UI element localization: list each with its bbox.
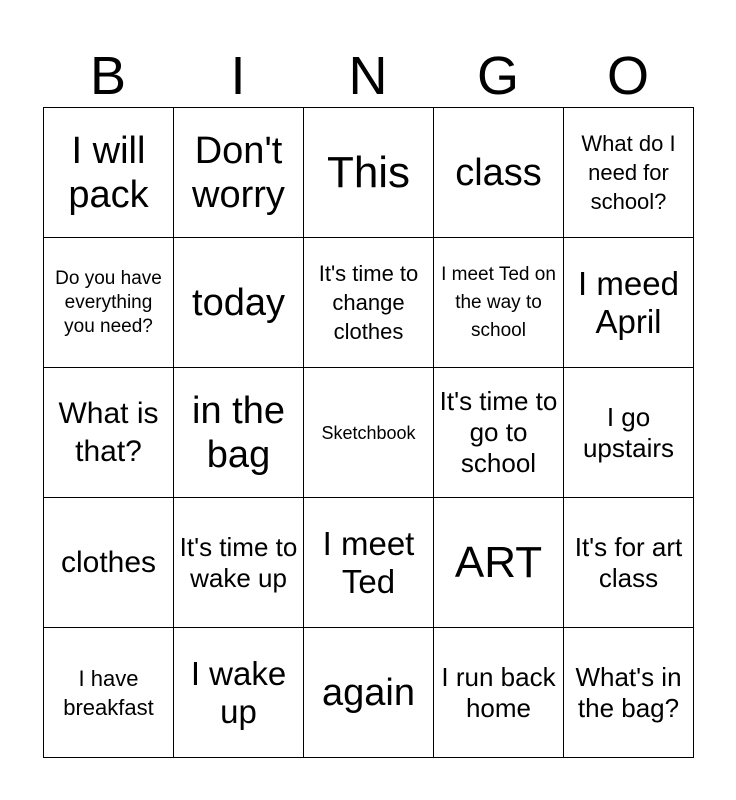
bingo-cell[interactable]	[564, 368, 694, 498]
cell-text: again	[322, 671, 415, 714]
cell-text: I will pack	[68, 129, 149, 216]
bingo-cell[interactable]	[304, 498, 434, 628]
cell-text: This	[326, 147, 411, 197]
cell-text: class	[455, 151, 542, 194]
bingo-card-grid	[43, 107, 694, 758]
header-letter-i: I	[230, 46, 246, 106]
bingo-cell[interactable]	[44, 108, 174, 238]
cell-text: I wake up	[190, 654, 287, 730]
bingo-cell[interactable]	[434, 498, 564, 628]
grid-row-2	[44, 238, 694, 368]
cell-text: I meed April	[578, 264, 679, 340]
bingo-cell[interactable]	[44, 628, 174, 758]
cell-text: I have breakfast	[63, 665, 154, 720]
bingo-cell[interactable]	[304, 108, 434, 238]
bingo-cell[interactable]	[304, 238, 434, 368]
header-letter-o: O	[606, 46, 649, 106]
cell-text: What do I need for school?	[581, 131, 676, 214]
header-letter-g: G	[476, 46, 519, 106]
bingo-cell[interactable]	[304, 368, 434, 498]
cell-text: clothes	[60, 545, 157, 579]
header-letter-n: N	[348, 46, 388, 106]
cell-text: Do you have everything you need?	[55, 267, 162, 337]
grid-row-5	[44, 628, 694, 758]
bingo-cell[interactable]	[434, 628, 564, 758]
cell-text: I run back home	[441, 661, 556, 723]
bingo-cell[interactable]	[174, 108, 304, 238]
bingo-cell[interactable]	[44, 498, 174, 628]
header-letter-b: B	[89, 46, 127, 106]
cell-text: Sketchbook	[321, 422, 416, 443]
cell-text: ART	[454, 537, 543, 587]
bingo-cell[interactable]	[564, 628, 694, 758]
cell-text: It's time to change clothes	[318, 261, 419, 344]
cell-text: I go upstairs	[582, 401, 675, 463]
grid-row-3	[44, 368, 694, 498]
grid-row-1	[44, 108, 694, 238]
bingo-cell[interactable]	[434, 108, 564, 238]
cell-text: It's time to go to school	[439, 386, 558, 478]
bingo-cell[interactable]	[174, 368, 304, 498]
bingo-cell[interactable]	[434, 238, 564, 368]
bingo-cell[interactable]	[564, 238, 694, 368]
cell-text: in the bag	[192, 389, 285, 476]
bingo-cell[interactable]	[174, 628, 304, 758]
bingo-cell[interactable]	[304, 628, 434, 758]
cell-text: It's time to wake up	[179, 531, 298, 593]
grid-row-4	[44, 498, 694, 628]
bingo-cell[interactable]	[44, 238, 174, 368]
cell-text: Don't worry	[192, 129, 285, 216]
bingo-cell[interactable]	[174, 498, 304, 628]
cell-text: I meet Ted on the way to school	[441, 263, 556, 341]
bingo-cell[interactable]	[564, 498, 694, 628]
bingo-cell[interactable]	[174, 238, 304, 368]
cell-text: It's for art class	[574, 531, 683, 593]
cell-text: What is that?	[58, 396, 159, 468]
bingo-cell[interactable]	[44, 368, 174, 498]
bingo-cell[interactable]	[434, 368, 564, 498]
bingo-cell[interactable]	[564, 108, 694, 238]
bingo-header	[43, 44, 693, 108]
cell-text: What's in the bag?	[575, 661, 682, 723]
cell-text: I meet Ted	[322, 524, 415, 600]
cell-text: today	[192, 281, 285, 324]
